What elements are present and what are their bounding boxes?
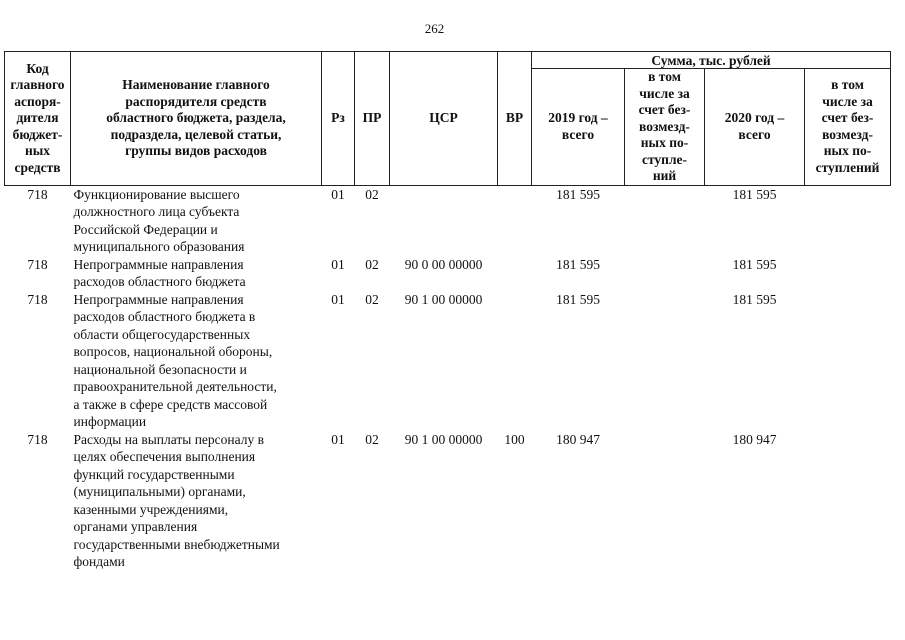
header-sum-title: Сумма, тыс. рублей: [532, 52, 891, 69]
table-row: [5, 185, 891, 256]
cell-pr: 02: [365, 291, 379, 307]
cell-name: Непрограммные направления расходов областного бюджета в области общегосударственных вопросов, национальной обороны, национальной безопасности и правоохранительной деятельности, а также в сфере средств массовой информации: [73, 291, 277, 429]
header-rz: Рз: [322, 52, 355, 186]
cell-2020-total: 181 595: [732, 256, 777, 272]
cell-2019-free: [625, 185, 705, 256]
cell-2020-free: [805, 185, 891, 256]
header-2019-free: в том числе за счет без- возмезд- ных по- ступле- ний: [625, 69, 705, 186]
cell-code: 718: [27, 186, 48, 202]
cell-csr: [390, 185, 498, 256]
table-header: [5, 52, 891, 186]
cell-2020-total: 181 595: [732, 186, 777, 202]
cell-name: Непрограммные направления расходов областного бюджета: [73, 256, 246, 289]
cell-pr: 02: [365, 256, 379, 272]
cell-2020-total: 181 595: [732, 291, 777, 307]
header-2020-total: 2020 год – всего: [705, 69, 805, 186]
cell-name: Функционирование высшего должностного лица субъекта Российской Федерации и муниципального образования: [73, 186, 245, 254]
cell-rz: 01: [331, 186, 345, 202]
cell-vr: [498, 291, 532, 431]
header-2020-free: в том числе за счет без- возмезд- ных по- ступлений: [805, 69, 891, 186]
cell-vr: [498, 256, 532, 291]
cell-csr: 90 0 00 00000: [404, 256, 483, 272]
cell-vr: 100: [504, 431, 525, 447]
table-row: [5, 256, 891, 291]
cell-2020-free: [805, 256, 891, 291]
cell-csr: 90 1 00 00000: [404, 291, 483, 307]
cell-2019-free: [625, 431, 705, 571]
cell-2019-total: 181 595: [556, 291, 600, 307]
cell-rz: 01: [331, 291, 345, 307]
cell-name: Расходы на выплаты персоналу в целях обеспечения выполнения функций государственными (муниципальными) органами, казенными учреждениями, органами управления государственными внебюджетными фондами: [73, 431, 280, 569]
table-body: [5, 185, 891, 571]
table-row: [5, 431, 891, 571]
header-csr: ЦСР: [390, 52, 498, 186]
cell-2019-free: [625, 256, 705, 291]
cell-vr: [498, 185, 532, 256]
budget-table: [4, 51, 891, 571]
cell-rz: 01: [331, 431, 345, 447]
cell-code: 718: [27, 291, 48, 307]
header-code: Код главного аспоря- дителя бюджет- ных средств: [5, 52, 71, 186]
table-row: [5, 291, 891, 431]
cell-code: 718: [27, 431, 48, 447]
cell-2020-free: [805, 291, 891, 431]
cell-rz: 01: [331, 256, 345, 272]
cell-2020-free: [805, 431, 891, 571]
header-pr: ПР: [355, 52, 390, 186]
cell-pr: 02: [365, 186, 379, 202]
cell-2020-total: 180 947: [732, 431, 777, 447]
cell-code: 718: [27, 256, 48, 272]
cell-csr: 90 1 00 00000: [404, 431, 483, 447]
cell-2019-total: 180 947: [556, 431, 600, 447]
cell-pr: 02: [365, 431, 379, 447]
cell-2019-total: 181 595: [556, 186, 600, 202]
header-vr: ВР: [498, 52, 532, 186]
header-2019-total: 2019 год – всего: [532, 69, 625, 186]
header-name: Наименование главного распорядителя средств областного бюджета, раздела, подраздела, целевой статьи, группы видов расходов: [71, 52, 322, 186]
cell-2019-free: [625, 291, 705, 431]
cell-2019-total: 181 595: [556, 256, 600, 272]
page-number: 262: [424, 21, 445, 36]
